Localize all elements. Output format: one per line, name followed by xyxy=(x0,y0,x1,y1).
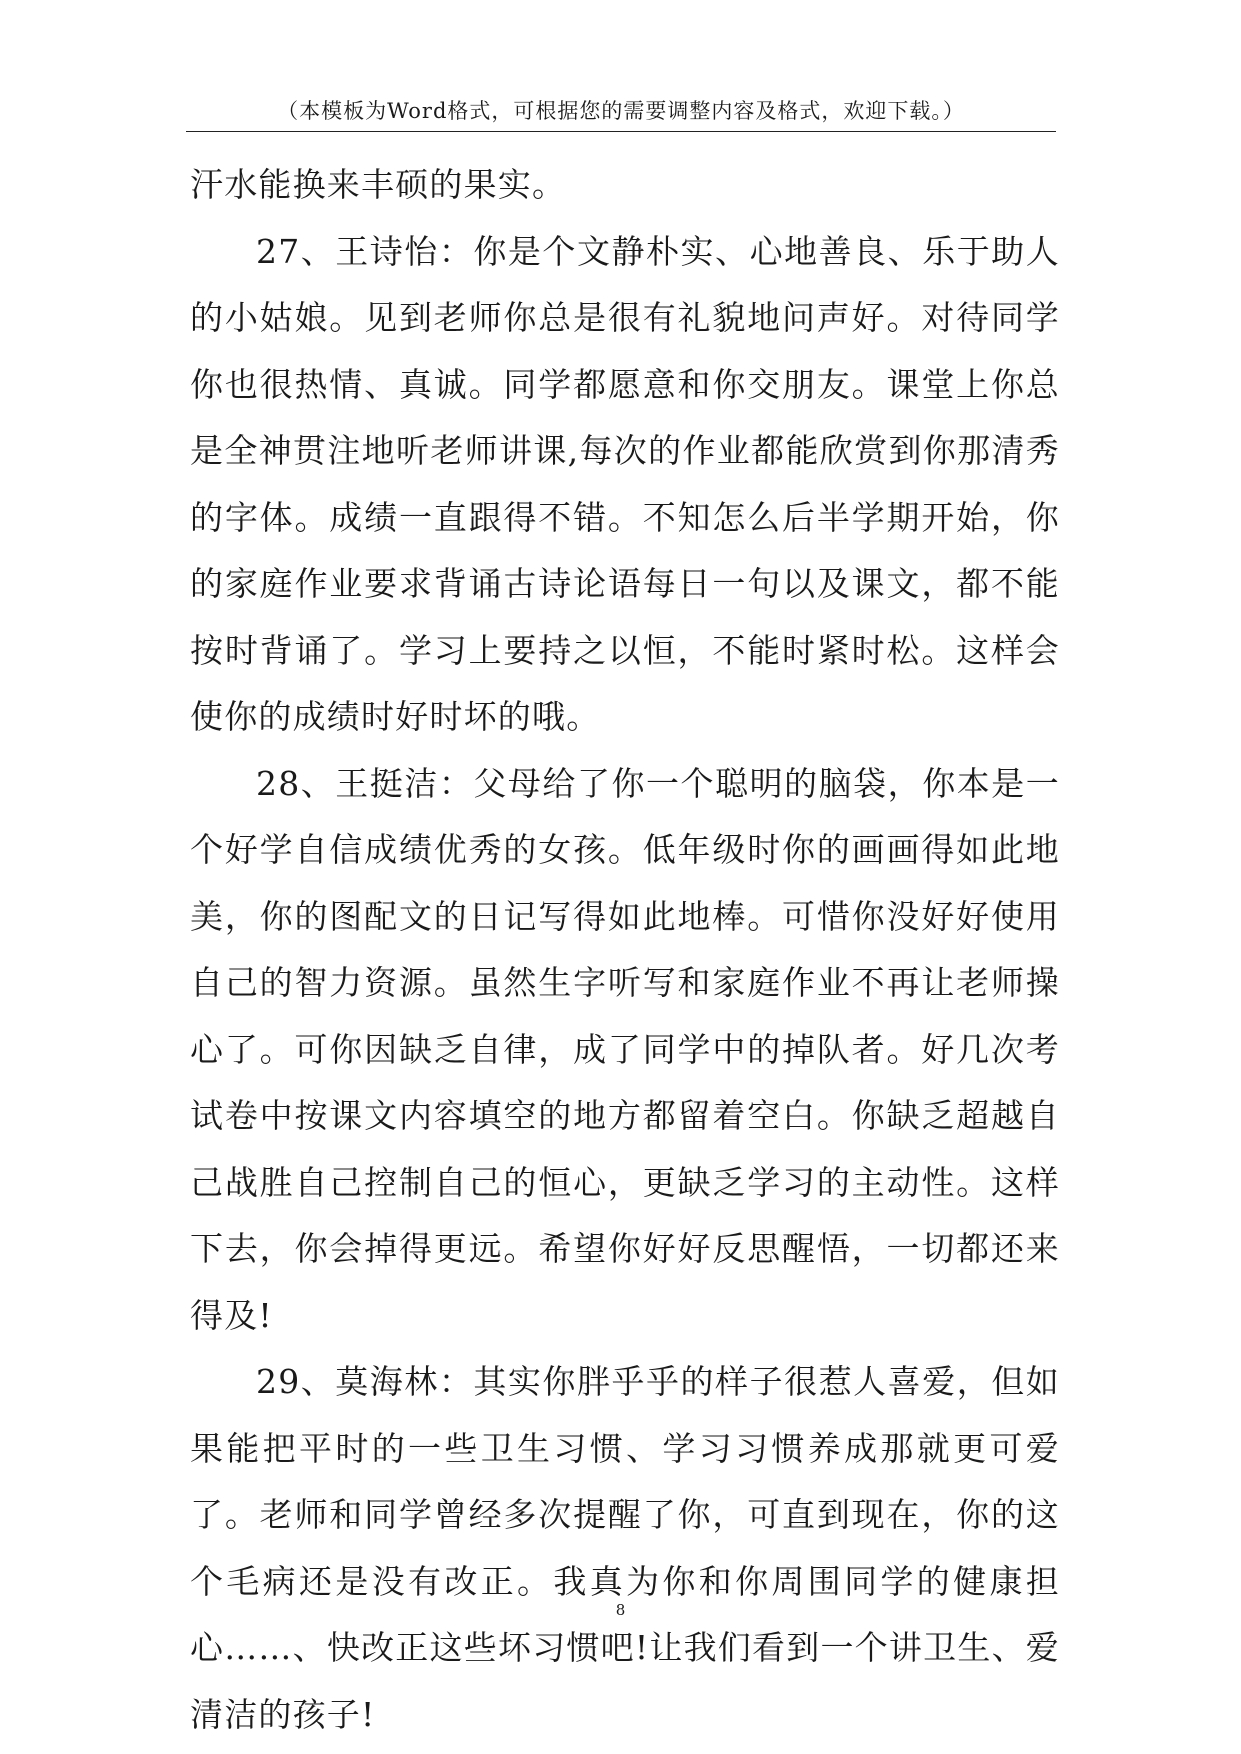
paragraph-continuation: 汗水能换来丰硕的果实。 xyxy=(190,165,567,204)
body-text xyxy=(190,152,1060,1748)
page-number: 8 xyxy=(615,1601,626,1619)
header-divider xyxy=(186,131,1056,132)
paragraph-28: 28、王挺洁：父母给了你一个聪明的脑袋，你本是一个好学自信成绩优秀的女孩。低年级时你的画画得如此地美，你的图配文的日记写得如此地棒。可惜你没好好使用自己的智力资源。虽然生字听写和家庭作业不再让老师操心了。可你因缺乏自律，成了同学中的掉队者。好几次考试卷中按课文内容填空的地方都留着空白。你缺乏超越自己战胜自己控制自己的恒心，更缺乏学习的主动性。这样下去，你会掉得更远。希望你好好反思醒悟，一切都还来得及! xyxy=(190,763,1060,1335)
paragraph-27: 27、王诗怡：你是个文静朴实、心地善良、乐于助人的小姑娘。见到老师你总是很有礼貌地问声好。对待同学你也很热情、真诚。同学都愿意和你交朋友。课堂上你总是全神贯注地听老师讲课,每次的作业都能欣赏到你那清秀的字体。成绩一直跟得不错。不知怎么后半学期开始，你的家庭作业要求背诵古诗论语每日一句以及课文，都不能按时背诵了。学习上要持之以恒，不能时紧时松。这样会使你的成绩时好时坏的哦。 xyxy=(190,231,1060,736)
paragraph-29: 29、莫海林：其实你胖乎乎的样子很惹人喜爱，但如果能把平时的一些卫生习惯、学习习惯养成那就更可爱了。老师和同学曾经多次提醒了你，可直到现在，你的这个毛病还是没有改正。我真为你和你周围同学的健康担心……、快改正这些坏习惯吧!让我们看到一个讲卫生、爱清洁的孩子! xyxy=(190,1362,1060,1734)
page-header: （本模板为Word格式，可根据您的需要调整内容及格式，欢迎下载。） xyxy=(277,99,965,123)
